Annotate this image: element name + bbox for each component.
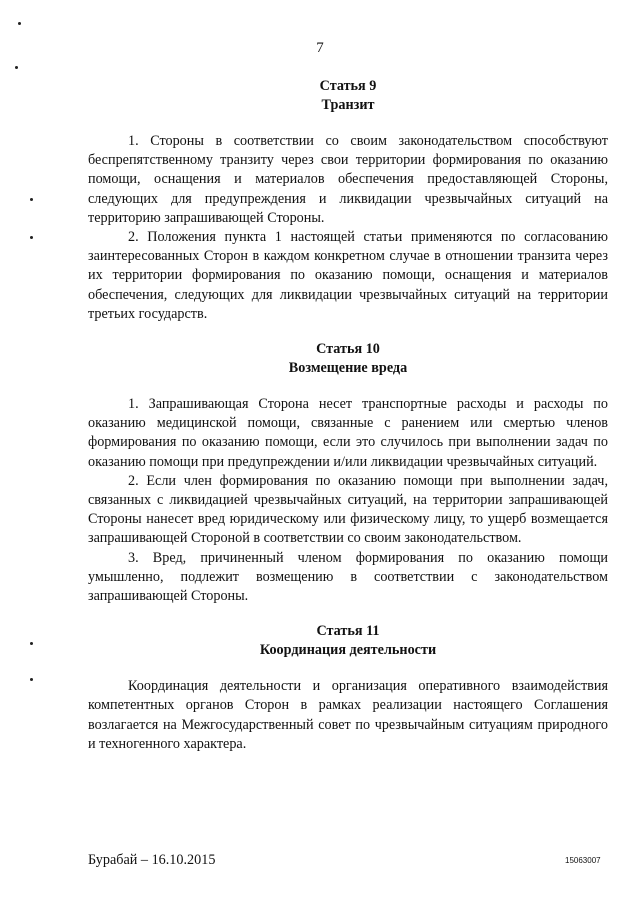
article-subtitle: Транзит (321, 97, 375, 113)
scan-speck (30, 198, 33, 201)
scan-speck (30, 236, 33, 239)
scan-speck (18, 22, 21, 25)
article-title: Статья 9 (319, 78, 377, 94)
paragraph: 3. Вред, причиненный членом формирования по оказанию помощи умышленно, подлежит возмещению в соответствии с законодательством запрашивающей Стороны. (88, 549, 608, 605)
article-10 (88, 340, 608, 606)
article-title: Статья 10 (316, 341, 380, 358)
document-body (88, 77, 608, 770)
article-11 (88, 622, 608, 754)
article-subtitle: Координация деятельности (259, 642, 437, 659)
scan-speck (30, 642, 33, 645)
page-number: 7 (316, 40, 324, 56)
paragraph: 1. Запрашивающая Сторона несет транспортные расходы и расходы по оказанию медицинской помощи, связанные с ранением или смертью членов формирования по оказанию помощи, если это случилось при выполнении задач по оказанию помощи при предупреждении и/или ликвидации чрезвычайных ситуаций. (88, 396, 608, 470)
article-9 (88, 77, 608, 324)
paragraph: 2. Положения пункта 1 настоящей статьи применяются по согласованию заинтересованных Сторон в каждом конкретном случае в отношении транзита через их территории формирования по оказанию помощи, оснащения и материалов обеспечения, следующих для ликвидации чрезвычайных ситуаций на территории третьих государств. (88, 229, 608, 322)
footer-place-date: Бурабай – 16.10.2015 (88, 852, 216, 868)
scan-speck (30, 678, 33, 681)
scan-speck (15, 66, 18, 69)
paragraph: 1. Стороны в соответствии со своим законодательством способствуют беспрепятственному транзиту через свои территории формирования по оказанию помощи, оснащения и материалов обеспечения предоставляющей Стороны, следующих для предупреждения и ликвидации чрезвычайных ситуаций на территорию запрашивающей Стороны. (88, 133, 608, 226)
paragraph: 2. Если член формирования по оказанию помощи при выполнении задач, связанных с ликвидацией чрезвычайных ситуаций, на территории запрашивающей Стороны нанесет вред юридическому или физическому лицу, то ущерб возмещается запрашивающей Стороной в соответствии со своим законодательством. (88, 472, 608, 547)
footer-doc-code: 15063007 (565, 856, 601, 865)
paragraph: Координация деятельности и организация оперативного взаимодействия компетентных органов Сторон в рамках реализации настоящего Соглашения возлагается на Межгосударственный совет по чрезвычайным ситуациям природного и техногенного характера. (88, 678, 608, 752)
article-subtitle: Возмещение вреда (288, 360, 408, 377)
article-title: Статья 11 (316, 623, 380, 640)
